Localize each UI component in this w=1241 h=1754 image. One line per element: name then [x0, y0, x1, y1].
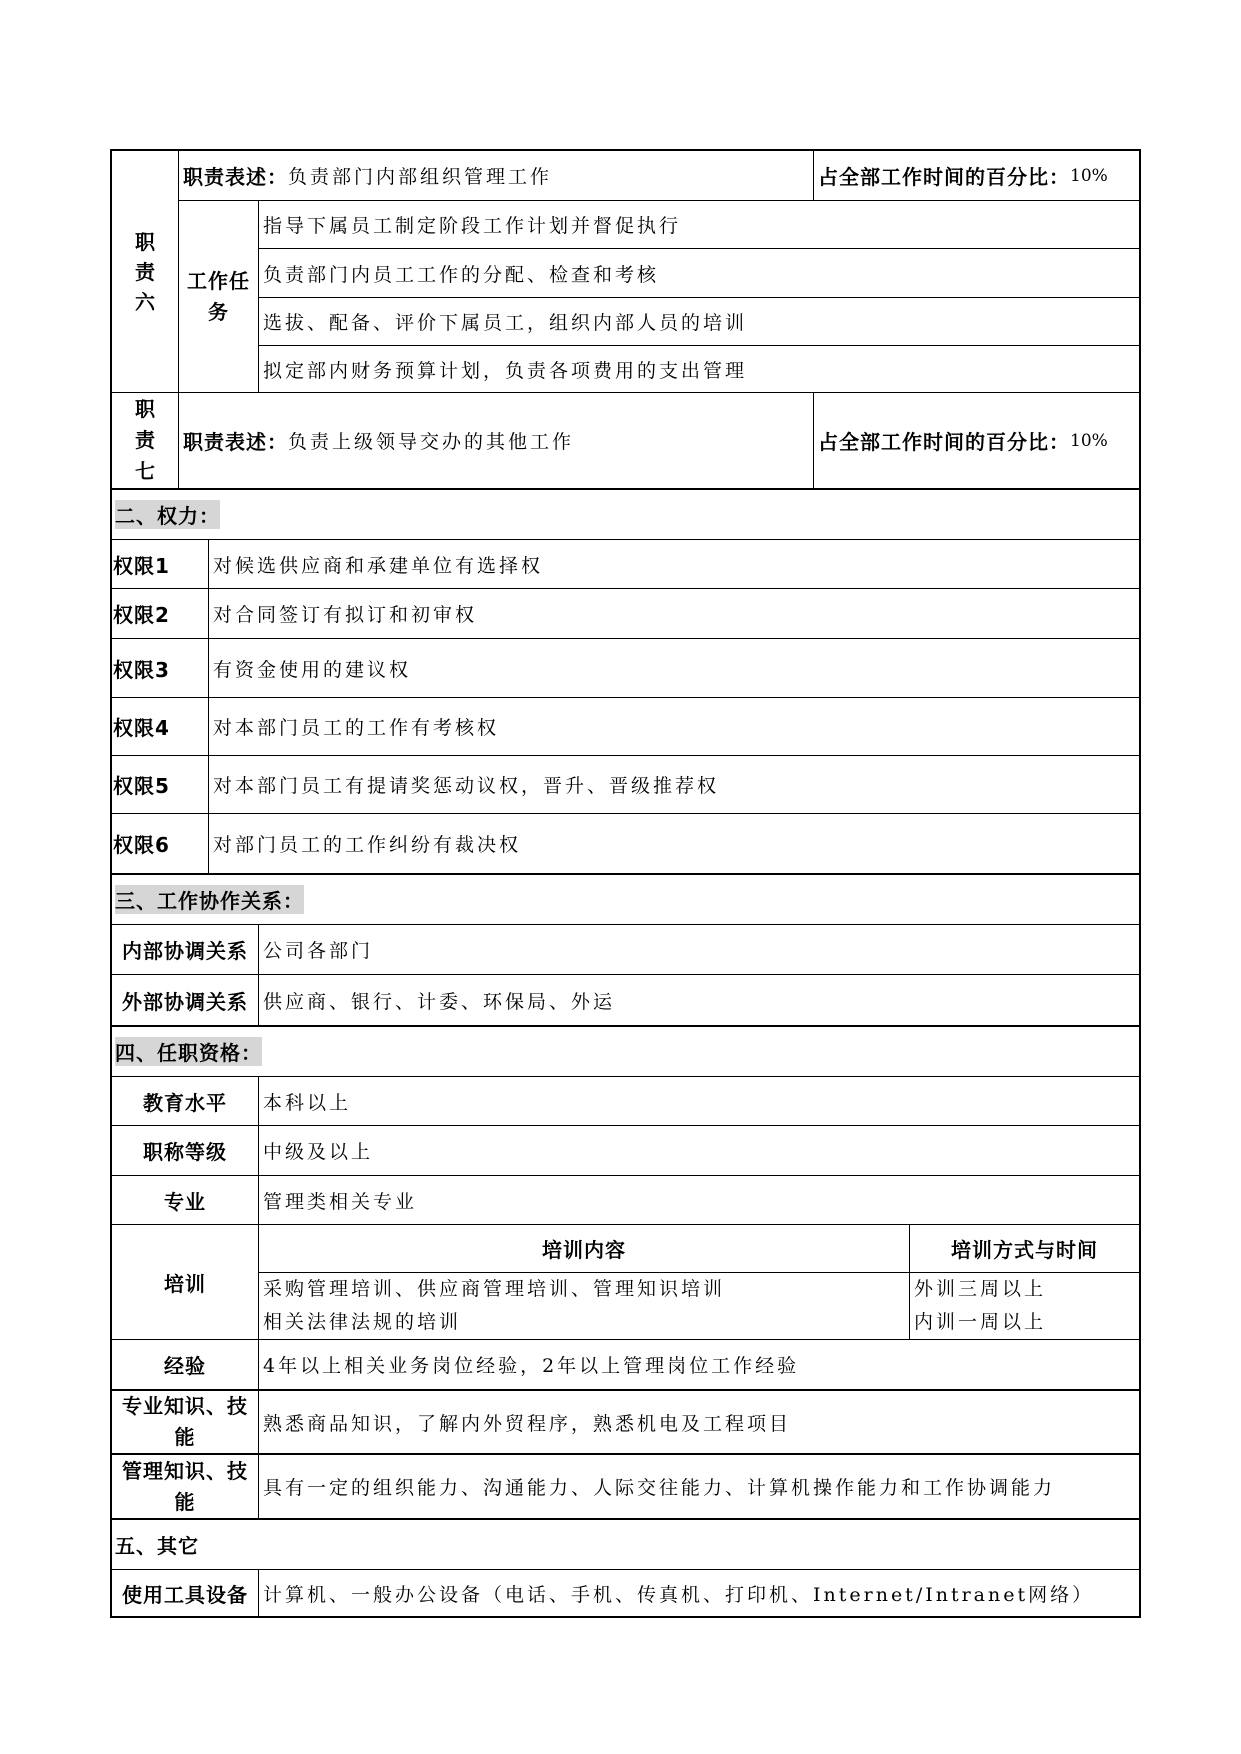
- training-content-line: 采购管理培训、供应商管理培训、管理知识培训: [263, 1278, 726, 1300]
- job-description-table: [110, 149, 1141, 1618]
- qualifications-section-title: 四、任职资格：: [115, 1037, 262, 1066]
- duty-6-task: 指导下属员工制定阶段工作计划并督促执行: [259, 201, 1141, 249]
- education-label: 教育水平: [112, 1077, 259, 1126]
- duty-7-percentage-value: 10%: [1070, 430, 1108, 451]
- relations-section-title: 三、工作协作关系：: [115, 885, 304, 914]
- title-level-label: 职称等级: [112, 1126, 259, 1176]
- authority-label: 权限5: [112, 756, 209, 814]
- other-section-title: 五、其它: [115, 1534, 199, 1558]
- duty-6-tasks-label: 工作任务: [187, 268, 250, 324]
- duty-7-description: [179, 393, 814, 489]
- tools-label: 使用工具设备: [112, 1570, 259, 1618]
- duty-7-description-label: 职责表述：: [183, 430, 288, 454]
- training-method: [910, 1273, 1141, 1340]
- training-content-line: 相关法律法规的培训: [263, 1311, 462, 1333]
- authority-text: 对部门员工的工作纠纷有裁决权: [209, 814, 1141, 874]
- authority-text: 对合同签订有拟订和初审权: [209, 589, 1141, 639]
- authority-label: 权限1: [112, 540, 209, 589]
- duty-6-description-text: 负责部门内部组织管理工作: [288, 166, 553, 188]
- duty-6-label-cell: [112, 151, 179, 393]
- professional-skills-label: 专业知识、技能: [122, 1394, 248, 1449]
- duty-6-description: [179, 151, 814, 201]
- duty-7-percentage-label: 占全部工作时间的百分比：: [818, 430, 1070, 454]
- duty-6-time-percentage: [814, 151, 1141, 201]
- duty-7-label: 职责七: [135, 397, 155, 483]
- authority-label: 权限2: [112, 589, 209, 639]
- major-text: 管理类相关专业: [259, 1176, 1141, 1225]
- education-text: 本科以上: [259, 1077, 1141, 1126]
- internal-relations-label: 内部协调关系: [112, 925, 259, 975]
- authority-section-title: 二、权力：: [115, 500, 220, 529]
- internal-relations-text: 公司各部门: [259, 925, 1141, 975]
- training-content: [259, 1273, 910, 1340]
- management-skills-label: 管理知识、技能: [122, 1458, 248, 1514]
- training-method-line: 外训三周以上: [914, 1278, 1047, 1300]
- professional-skills-text: 熟悉商品知识，了解内外贸程序，熟悉机电及工程项目: [259, 1390, 1141, 1454]
- authority-section-header: [112, 489, 1141, 540]
- authority-text: 有资金使用的建议权: [209, 639, 1141, 698]
- authority-text: 对本部门员工有提请奖惩动议权，晋升、晋级推荐权: [209, 756, 1141, 814]
- other-section-header: [112, 1519, 1141, 1570]
- qualifications-section-header: [112, 1026, 1141, 1077]
- tools-text: 计算机、一般办公设备（电话、手机、传真机、打印机、Internet/Intranet网络）: [259, 1570, 1141, 1618]
- authority-text: 对候选供应商和承建单位有选择权: [209, 540, 1141, 589]
- professional-skills-label-cell: [112, 1390, 259, 1454]
- title-level-text: 中级及以上: [259, 1126, 1141, 1176]
- duty-6-description-label: 职责表述：: [183, 165, 288, 189]
- duty-6-percentage-label: 占全部工作时间的百分比：: [818, 165, 1070, 189]
- management-skills-text: 具有一定的组织能力、沟通能力、人际交往能力、计算机操作能力和工作协调能力: [259, 1454, 1141, 1519]
- duty-6-task: 拟定部内财务预算计划，负责各项费用的支出管理: [259, 346, 1141, 393]
- training-method-header: 培训方式与时间: [910, 1225, 1141, 1273]
- duty-6-tasks-label-cell: [179, 201, 259, 393]
- relations-section-header: [112, 874, 1141, 925]
- duty-7-description-text: 负责上级领导交办的其他工作: [288, 431, 575, 453]
- duty-7-time-percentage: [814, 393, 1141, 489]
- duty-6-percentage-value: 10%: [1070, 165, 1108, 186]
- duty-6-task: 选拔、配备、评价下属员工，组织内部人员的培训: [259, 298, 1141, 346]
- training-method-line: 内训一周以上: [914, 1311, 1047, 1333]
- duty-7-label-cell: [112, 393, 179, 489]
- training-content-header: 培训内容: [259, 1225, 910, 1273]
- experience-label: 经验: [112, 1340, 259, 1390]
- management-skills-label-cell: [112, 1454, 259, 1519]
- experience-text: 4年以上相关业务岗位经验，2年以上管理岗位工作经验: [259, 1340, 1141, 1390]
- external-relations-label: 外部协调关系: [112, 975, 259, 1026]
- external-relations-text: 供应商、银行、计委、环保局、外运: [259, 975, 1141, 1026]
- authority-label: 权限3: [112, 639, 209, 698]
- major-label: 专业: [112, 1176, 259, 1225]
- authority-text: 对本部门员工的工作有考核权: [209, 698, 1141, 756]
- authority-label: 权限6: [112, 814, 209, 874]
- authority-label: 权限4: [112, 698, 209, 756]
- training-label: 培训: [112, 1225, 259, 1340]
- duty-6-task: 负责部门内员工工作的分配、检查和考核: [259, 249, 1141, 298]
- duty-6-label: 职责六: [135, 229, 155, 314]
